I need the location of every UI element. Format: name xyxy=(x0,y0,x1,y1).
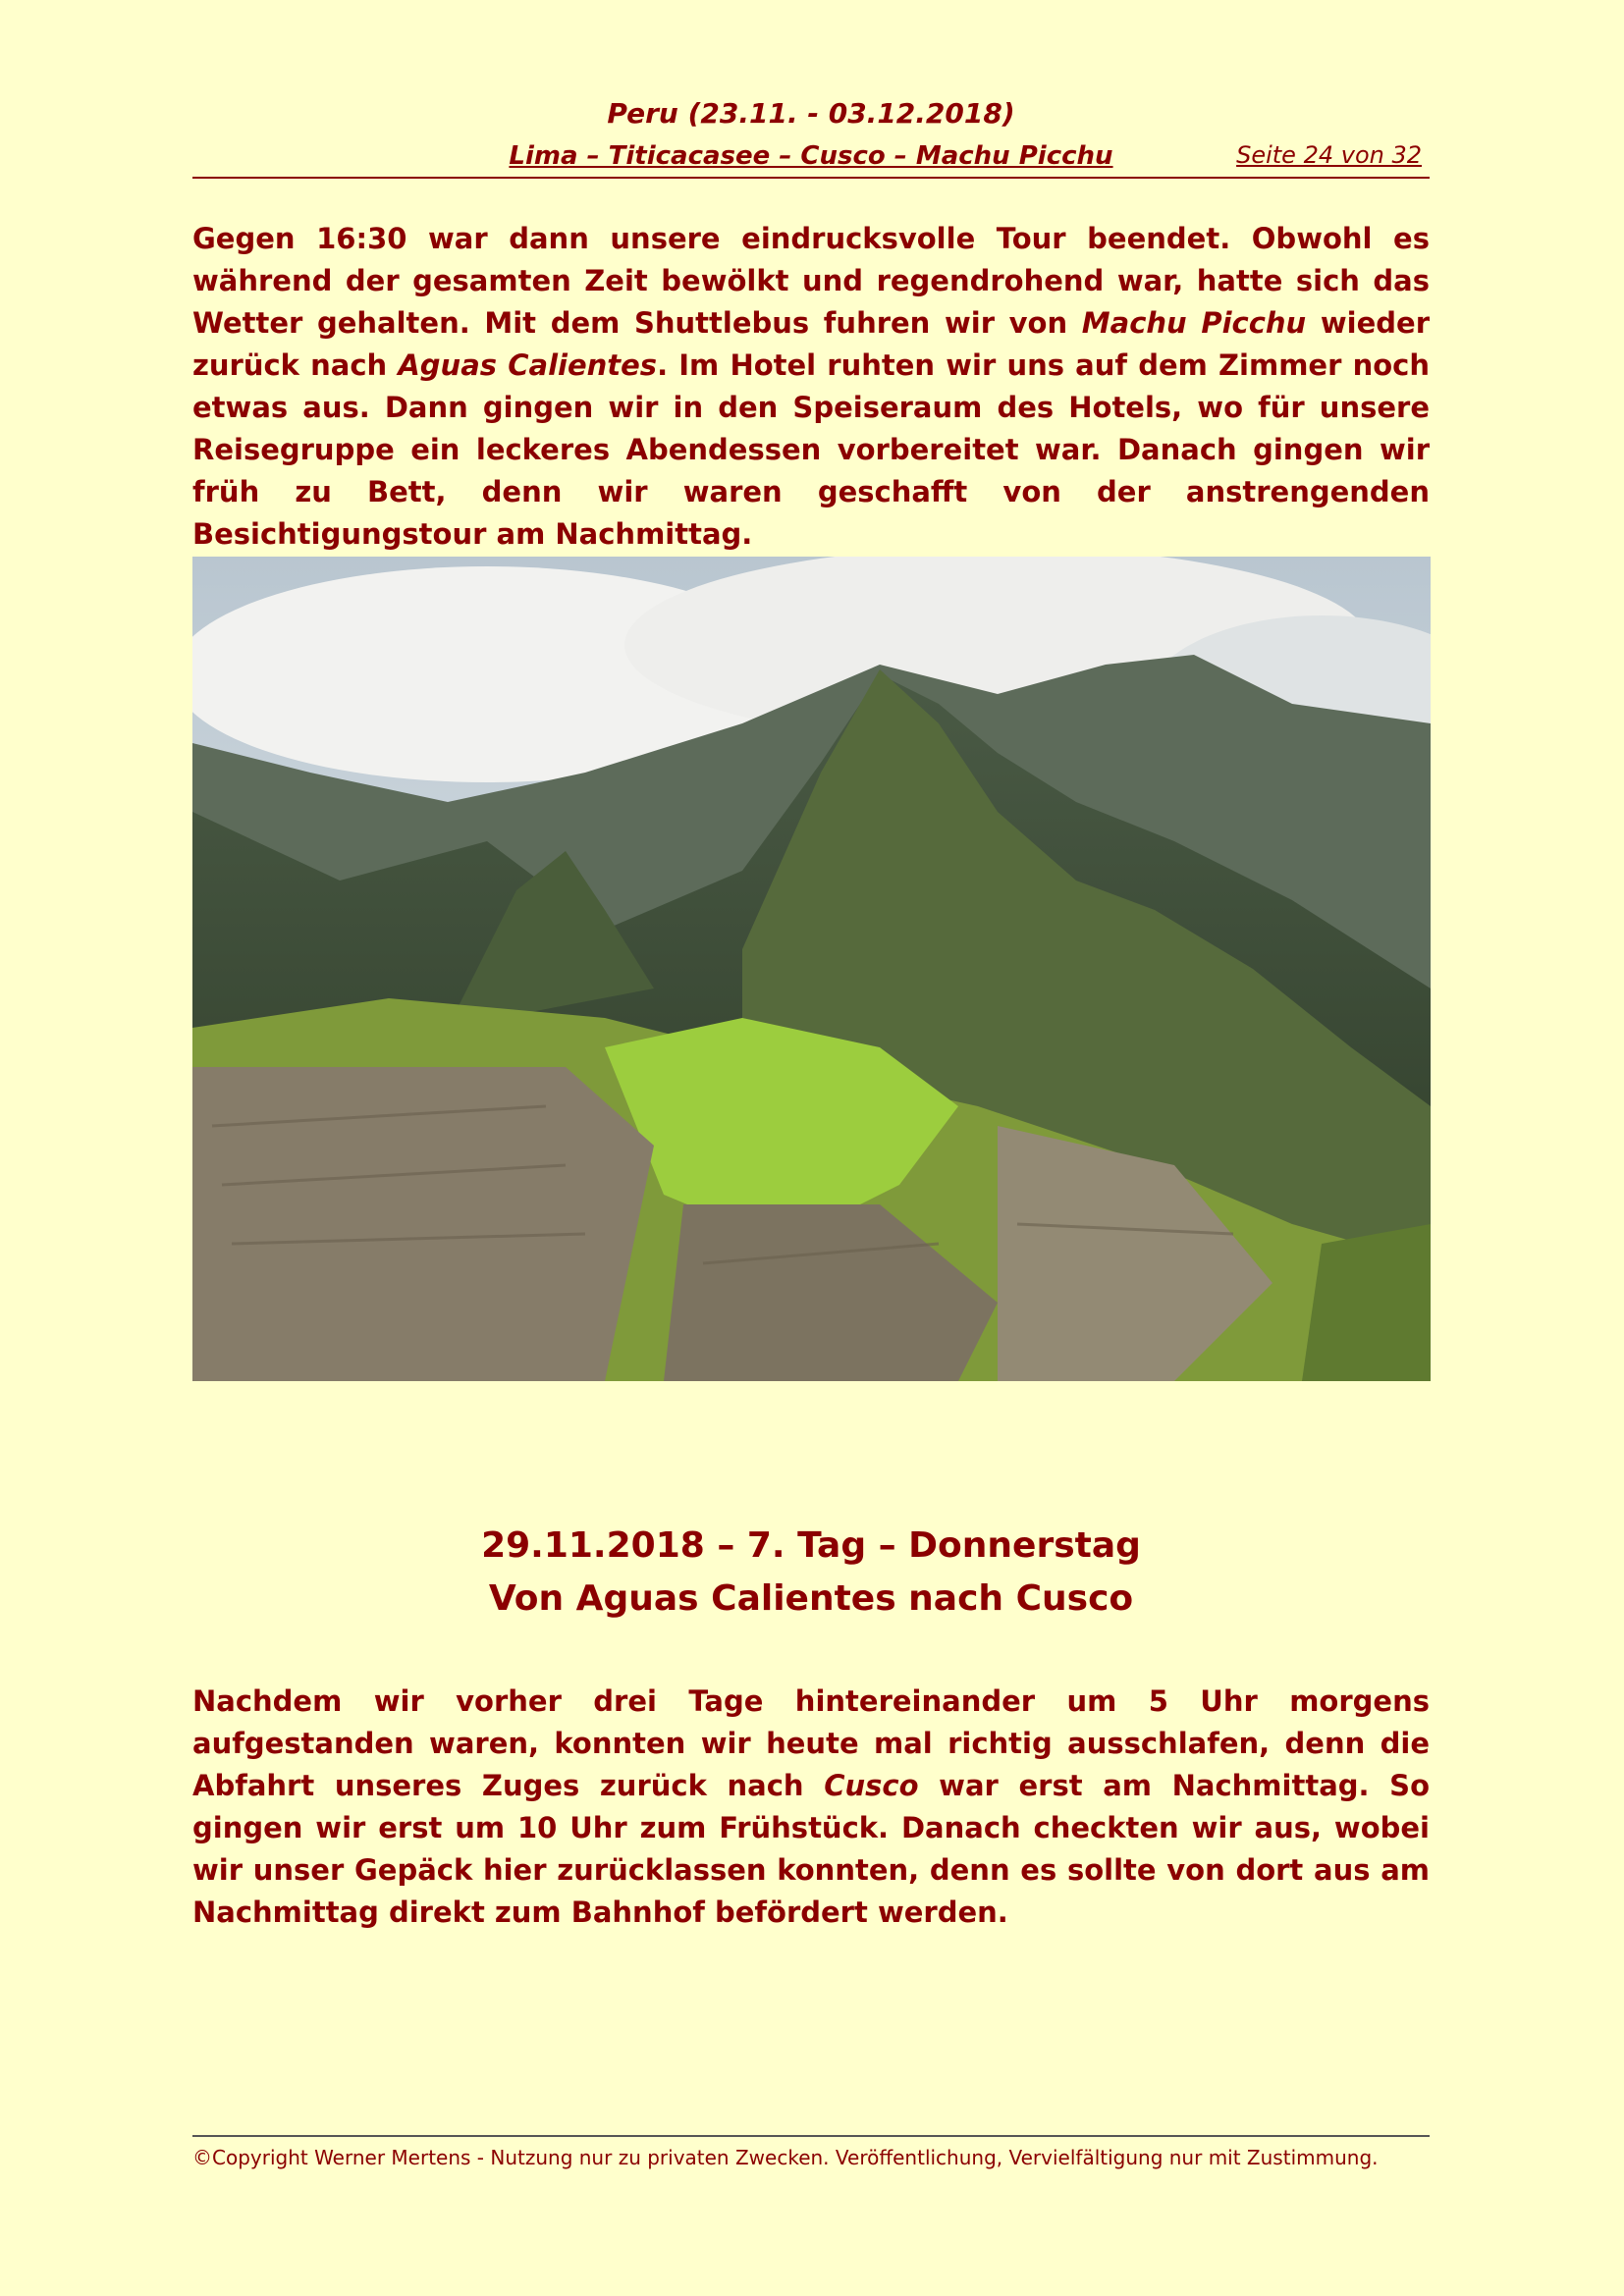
header-subline xyxy=(192,135,1430,179)
paragraph-text: Nachdem wir vorher drei Tage hintereinander um 5 Uhr morgens aufgestanden waren, konnten wir heute mal richtig ausschlafen, denn die Abfahrt unseres Zuges zurück nach xyxy=(192,1684,1430,1802)
body-paragraph-2 xyxy=(192,1681,1430,1934)
paragraph-text: Gegen 16:30 war dann unsere eindrucksvolle Tour beendet. Obwohl es während der gesamten Zeit bewölkt und regendrohend war, hatte sich das Wetter gehalten. Mit dem Shuttlebus fuhren wir von xyxy=(192,222,1430,340)
day-heading xyxy=(192,1520,1430,1626)
copyright-footer: ©Copyright Werner Mertens - Nutzung nur zu privaten Zwecken. Veröffentlichung, Vervielfältigung nur mit Zustimmung. xyxy=(192,2135,1430,2172)
day-date-title: 29.11.2018 – 7. Tag – Donnerstag xyxy=(481,1525,1141,1566)
place-name: Cusco xyxy=(824,1769,919,1802)
day-route-title: Von Aguas Calientes nach Cusco xyxy=(488,1578,1134,1619)
paragraph-text: war erst am Nachmittag. So gingen wir erst um 10 Uhr zum Frühstück. Danach checkten wir aus, wobei wir unser Gepäck hier zurücklassen konnten, denn es sollte von dort aus am Nachmittag direkt zum Bahnhof befördert werden. xyxy=(192,1769,1430,1929)
route-title: Lima – Titicacasee – Cusco – Machu Picchu xyxy=(509,141,1113,171)
place-name: Machu Picchu xyxy=(1081,306,1307,340)
machu-picchu-photo xyxy=(192,557,1431,1381)
paragraph-text: . Im Hotel ruhten wir uns auf dem Zimmer noch etwas aus. Dann gingen wir in den Speiseraum des Hotels, wo für unsere Reisegruppe ein leckeres Abendessen vorbereitet war. Danach gingen wir früh zu Bett, denn wir waren geschafft von der anstrengenden Besichtigungstour am Nachmittag. xyxy=(192,348,1430,551)
document-title: Peru (23.11. - 03.12.2018) xyxy=(607,97,1015,130)
page-number: Seite 24 von 32 xyxy=(1236,141,1422,169)
body-paragraph-1 xyxy=(192,218,1430,556)
page-header xyxy=(192,94,1430,179)
paragraph-text: wieder zurück nach xyxy=(192,306,1430,382)
place-name: Aguas Calientes xyxy=(398,348,658,382)
